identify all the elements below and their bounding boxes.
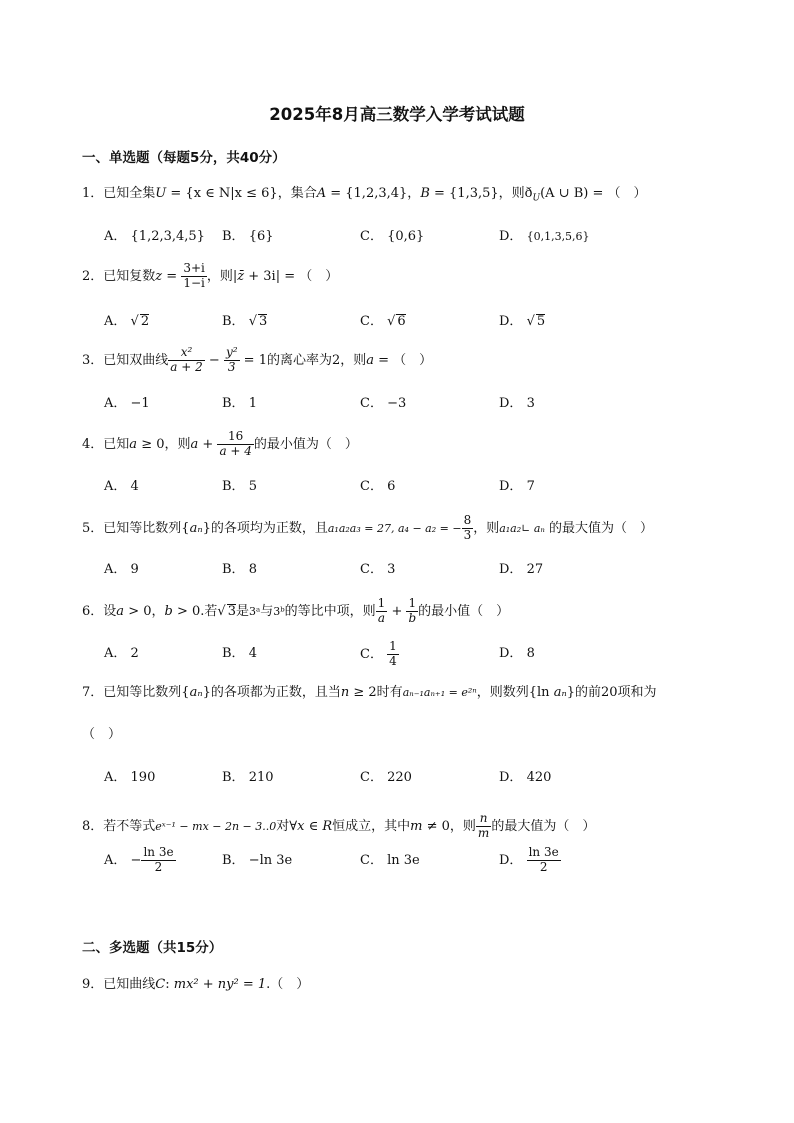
- q8-option-d: D． $\frac{\ln 3e}{2}$: [499, 845, 559, 874]
- q8-option-a: A． − $\frac{\ln 3e}{2}$: [104, 845, 174, 874]
- q7-option-b: B． 210: [222, 770, 274, 785]
- q2-option-c: C． √ 6: [360, 314, 406, 329]
- section-heading-single-choice: 一、单选题（每题5分，共40分）: [82, 150, 286, 166]
- q1-option-b: B． {6}: [222, 229, 274, 244]
- q4-option-b: B． 5: [222, 479, 257, 494]
- question-9: 9．已知曲线C: mx² + ny² = 1.（ ）: [82, 977, 310, 992]
- q1-option-d: D． {0,1,3,5,6}: [499, 229, 590, 244]
- q4-option-c: C． 6: [360, 479, 396, 494]
- q8-option-b: B． −ln 3e: [222, 853, 293, 868]
- q6-option-b: B． 4: [222, 646, 257, 661]
- question-4: 4．已知a ≥ 0，则a + $\frac{16}{a + 4}$ 的最小值为（ ）: [82, 429, 358, 458]
- q5-option-c: C． 3: [360, 562, 396, 577]
- q3-option-d: D． 3: [499, 396, 535, 411]
- q3-option-b: B． 1: [222, 396, 257, 411]
- q3-option-c: C． −3: [360, 396, 407, 411]
- q5-option-d: D． 27: [499, 562, 544, 577]
- q6-option-c: C． $\frac{1}{4}$: [360, 639, 397, 668]
- q2-option-b: B． √ 3: [222, 314, 268, 329]
- page-title: 2025年8月高三数学入学考试试题: [269, 105, 525, 124]
- question-2: 2．已知复数z = $\frac{3+i}{1-i}$ ，则|z̄ + 3i| = （ ）: [82, 261, 339, 290]
- question-8: 8．若不等式eˣ⁻¹ − mx − 2n − 3..0对∀x ∈ R恒成立，其中m ≠ 0，则 $\frac{n}{m}$ 的最大值为（ ）: [82, 811, 596, 840]
- q4-option-d: D． 7: [499, 479, 535, 494]
- q7-option-c: C． 220: [360, 770, 412, 785]
- q5-option-a: A． 9: [104, 562, 139, 577]
- question-1: 1．已知全集U = {x ∈ N|x ≤ 6}，集合A = {1,2,3,4}，B = {1,3,5}，则$ð_U(A$ ∪ B) = （ ）: [82, 186, 647, 204]
- q7-option-a: A． 190: [104, 770, 156, 785]
- q4-option-a: A． 4: [104, 479, 139, 494]
- q1-option-c: C． {0,6}: [360, 229, 425, 244]
- question-5: 5．已知等比数列{aₙ}的各项均为正数，且a₁a₂a₃ = 27, a₄ − a₂ = − $\frac{8}{3}$ ，则a₁a₂∟ aₙ 的最大值为（ ）: [82, 513, 654, 542]
- question-3: 3．已知双曲线 $\frac{\text{x²}}{a + 2}$ − $\frac{\text{y²}}{3}$ = 1的离心率为2，则a = （ ）: [82, 345, 433, 374]
- q8-option-c: C． ln 3e: [360, 853, 420, 868]
- q3-option-a: A． −1: [104, 396, 150, 411]
- q7-option-d: D． 420: [499, 770, 552, 785]
- question-7: 7．已知等比数列{aₙ}的各项都为正数，且当n ≥ 2时有aₙ₋₁aₙ₊₁ = e²ⁿ，则数列{ln aₙ}的前20项和为: [82, 685, 657, 700]
- q2-option-a: A． √ 2: [104, 314, 150, 329]
- q1-option-a: A． {1,2,3,4,5}: [104, 229, 205, 244]
- question-7-continuation: （ ）: [82, 727, 122, 742]
- q2-option-d: D． √ 5: [499, 314, 546, 329]
- section-heading-multiple-choice: 二、多选题（共15分）: [82, 940, 223, 956]
- q5-option-b: B． 8: [222, 562, 257, 577]
- question-6: 6．设a > 0，b > 0.若√ 3是3ᵃ与3ᵇ的等比中项，则 $\frac{1}{a}$ + $\frac{1}{b}$ 的最小值（ ）: [82, 596, 510, 625]
- q6-option-d: D． 8: [499, 646, 535, 661]
- q6-option-a: A． 2: [104, 646, 139, 661]
